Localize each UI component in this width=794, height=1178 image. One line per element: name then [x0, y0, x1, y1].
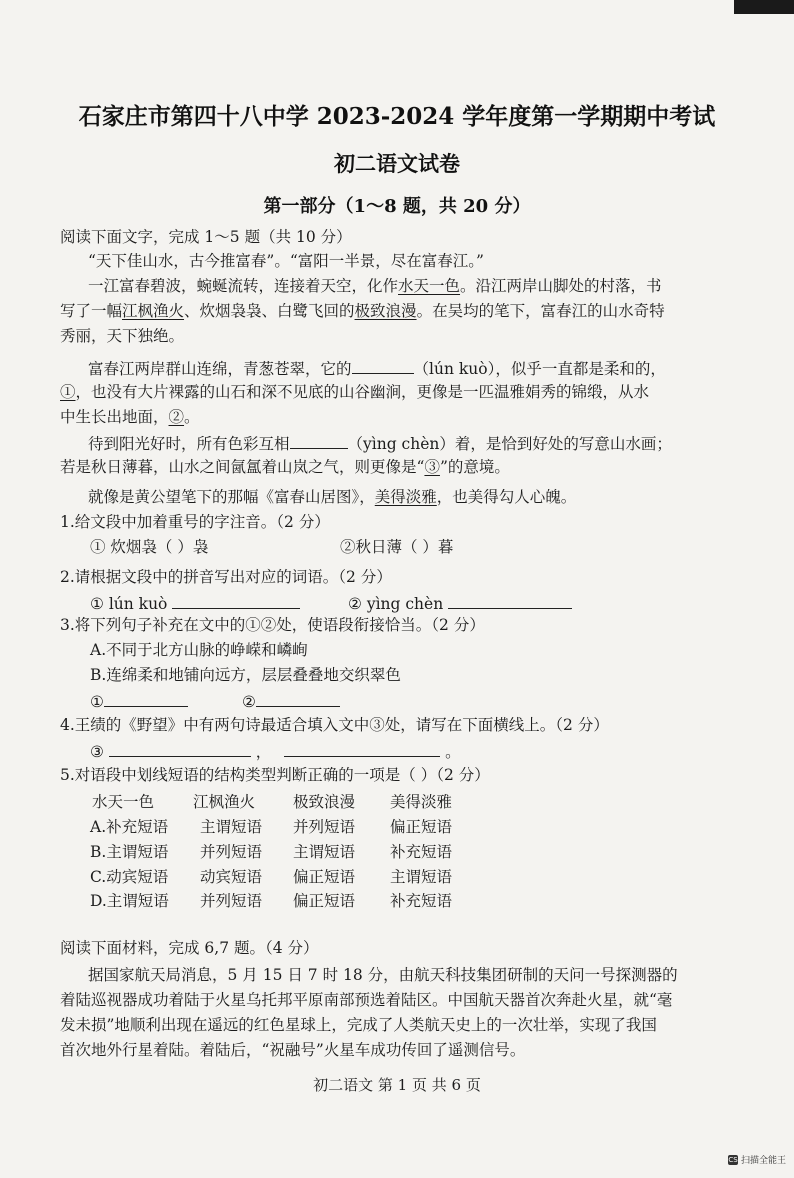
section-heading: 第一部分（1～8 题，共 20 分）	[263, 196, 531, 217]
q5-cell: 并列短语	[200, 892, 263, 910]
material-line: 据国家航天局消息，5 月 15 日 7 时 18 分，由航天科技集团研制的天问一号探测器的	[88, 966, 678, 984]
q1-item-b: ②秋日薄（ ）暮	[340, 538, 454, 556]
question-3: 3.将下列句子补充在文中的①②处，使语段衔接恰当。（2 分）	[60, 616, 485, 634]
exam-title: 石家庄市第四十八中学 2023-2024 学年度第一学期期中考试	[78, 103, 716, 130]
passage-line: 秀丽，天下独绝。	[60, 327, 185, 345]
q5-option-a[interactable]: A.补充短语	[90, 818, 169, 836]
material-line: 发未损”地顺利出现在遥远的红色星球上，完成了人类航天史上的一次壮举，实现了我国	[60, 1016, 657, 1034]
blank-marker: ③	[424, 458, 440, 476]
q5-option-c[interactable]: C.动宾短语	[90, 868, 169, 886]
question-1: 1.给文段中加着重号的字注音。（2 分）	[60, 513, 330, 531]
answer-blank[interactable]	[256, 690, 340, 707]
passage-line: 富春江两岸群山连绵，青葱苍翠，它的 （lún kuò），似乎一直都是柔和的，	[88, 357, 666, 379]
material-line: 着陆巡视器成功着陆于火星乌托邦平原南部预选着陆区。中国航天器首次奔赴火星，就“毫	[60, 991, 673, 1009]
q5-cell: 并列短语	[200, 843, 263, 861]
q5-cell: 并列短语	[293, 818, 356, 836]
blank-marker: ①	[60, 383, 76, 401]
scanner-stamp: CS 扫描全能王	[728, 1155, 786, 1166]
passage-line: 若是秋日薄暮，山水之间氤氲着山岚之气，则更像是“③”的意境。	[60, 458, 510, 476]
passage-intro: 阅读下面文字，完成 1～5 题（共 10 分）	[60, 228, 352, 246]
underlined-phrase: 水天一色	[398, 277, 461, 295]
answer-blank[interactable]	[290, 432, 348, 449]
q4-answer: ③ ， 。	[90, 740, 461, 762]
q5-cell: 偏正短语	[390, 818, 453, 836]
answer-blank[interactable]	[104, 690, 188, 707]
q5-header-cell: 极致浪漫	[293, 793, 356, 811]
q2-item-b: ② yìng chèn	[348, 592, 572, 614]
q5-cell: 偏正短语	[293, 892, 356, 910]
answer-blank[interactable]	[172, 592, 300, 609]
q3-answer-1: ①	[90, 690, 188, 712]
passage-line: 中生长出地面，②。	[60, 408, 200, 426]
material-intro: 阅读下面材料，完成 6,7 题。（4 分）	[60, 939, 319, 957]
answer-blank[interactable]	[448, 592, 572, 609]
question-2: 2.请根据文段中的拼音写出对应的词语。（2 分）	[60, 568, 392, 586]
q5-cell: 偏正短语	[293, 868, 356, 886]
q5-header-cell: 江枫渔火	[193, 793, 256, 811]
question-5: 5.对语段中划线短语的结构类型判断正确的一项是（ ）（2 分）	[60, 766, 490, 784]
page-footer: 初二语文 第 1 页 共 6 页	[313, 1076, 481, 1094]
q3-option-b: B.连绵柔和地铺向远方，层层叠叠地交织翠色	[90, 666, 401, 684]
q3-answer-2: ②	[242, 690, 340, 712]
q5-option-d[interactable]: D.主谓短语	[90, 892, 169, 910]
q5-header-cell: 美得淡雅	[390, 793, 453, 811]
answer-blank[interactable]	[109, 740, 251, 757]
blank-marker: ②	[168, 408, 185, 426]
answer-blank[interactable]	[284, 740, 440, 757]
question-4: 4.王绩的《野望》中有两句诗最适合填入文中③处，请写在下面横线上。（2 分）	[60, 716, 609, 734]
passage-line: 一江富春碧波，蜿蜒流转，连接着天空，化作水天一色。沿江两岸山脚处的村落，书	[88, 277, 662, 295]
q1-item-a: ① 炊烟袅（ ）袅	[90, 538, 209, 556]
passage-line: 待到阳光好时，所有色彩互相 （yìng chèn）着，是恰到好处的写意山水画；	[88, 432, 672, 454]
underlined-phrase: 江枫渔火	[122, 302, 185, 320]
passage-line: 写了一幅江枫渔火、炊烟袅袅、白鹭飞回的极致浪漫。在吴均的笔下，富春江的山水奇特	[60, 302, 665, 320]
q5-cell: 主谓短语	[390, 868, 453, 886]
q5-cell: 补充短语	[390, 892, 453, 910]
passage-line: 就像是黄公望笔下的那幅《富春山居图》，美得淡雅，也美得勾人心魄。	[88, 488, 577, 506]
underlined-phrase: 美得淡雅	[374, 488, 437, 506]
paper-subtitle: 初二语文试卷	[334, 151, 460, 176]
q5-cell: 主谓短语	[200, 818, 263, 836]
q2-item-a: ① lún kuò	[90, 592, 300, 614]
underlined-phrase: 极致浪漫	[354, 302, 417, 320]
q5-header-cell: 水天一色	[92, 793, 155, 811]
answer-blank[interactable]	[352, 357, 414, 374]
q5-option-b[interactable]: B.主谓短语	[90, 843, 169, 861]
q3-option-a: A.不同于北方山脉的峥嵘和嶙峋	[90, 641, 308, 659]
scan-edge	[734, 0, 794, 14]
cs-logo-icon: CS	[728, 1155, 738, 1164]
passage-line: “天下佳山水，古今推富春”。“富阳一半景，尽在富春江。”	[88, 252, 484, 270]
q5-cell: 补充短语	[390, 843, 453, 861]
q5-cell: 主谓短语	[293, 843, 356, 861]
passage-line: ①，也没有大片裸露的山石和深不见底的山谷幽涧，更像是一匹温雅娟秀的锦缎，从水	[60, 383, 650, 401]
material-line: 首次地外行星着陆。着陆后，“祝融号”火星车成功传回了遥测信号。	[60, 1041, 526, 1059]
q5-cell: 动宾短语	[200, 868, 263, 886]
